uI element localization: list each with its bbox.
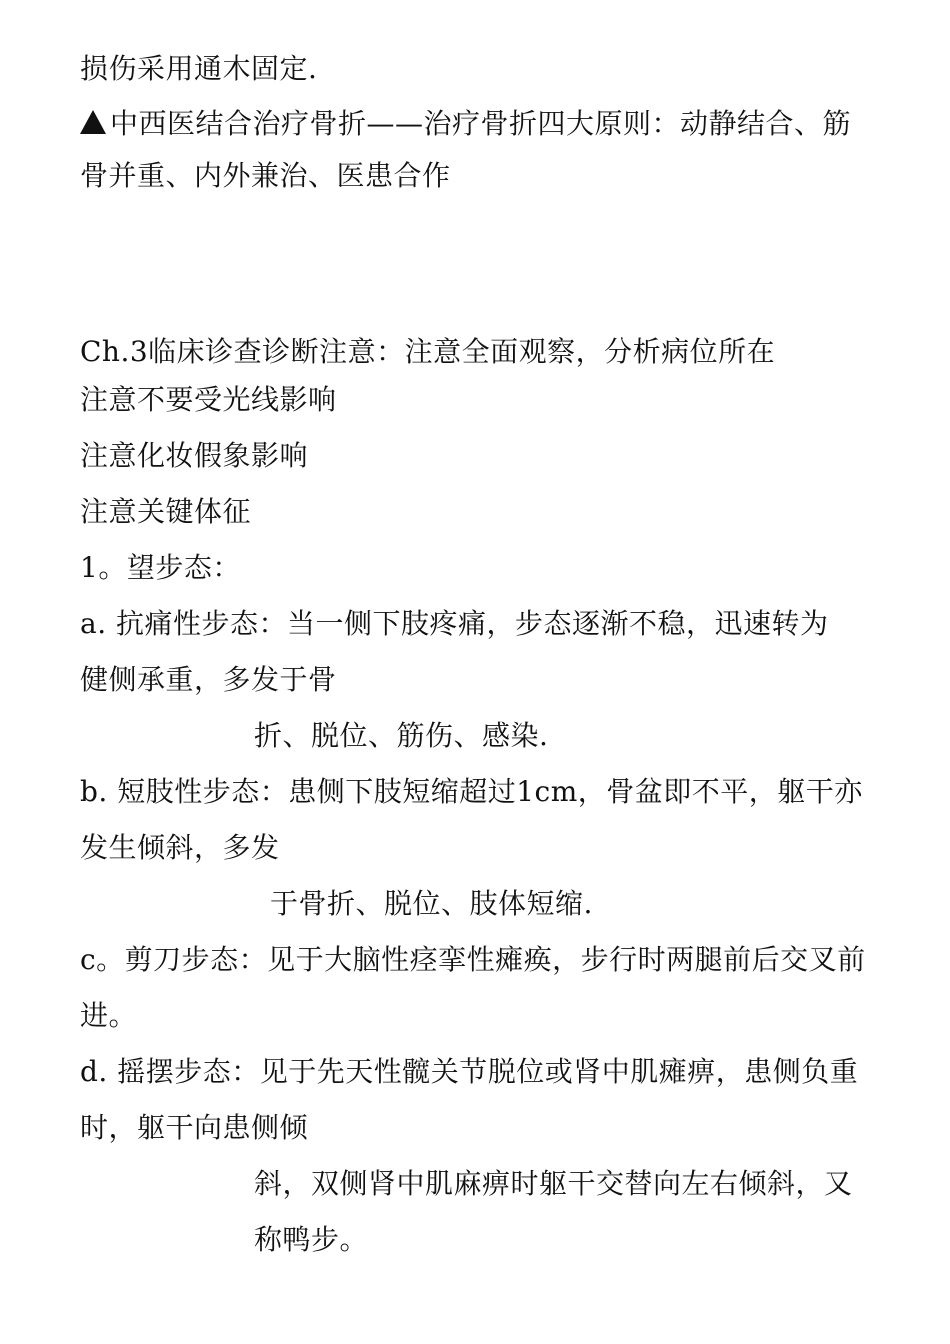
text-line-2-wrapper [80,108,851,140]
text-line-14: 于骨折、脱位、肢体短缩. [270,887,593,920]
text-line-13: 发生倾斜，多发 [80,831,280,864]
text-line-12: b. 短肢性步态：患侧下肢短缩超过1cm，骨盆即不平，躯干亦 [80,775,863,808]
text-line-16: 进。 [80,999,138,1032]
text-line-11: 折、脱位、筋伤、感染. [254,719,549,752]
text-line-1: 损伤采用通木固定. [80,52,318,85]
text-line-9: a. 抗痛性步态：当一侧下肢疼痛，步态逐渐不稳，迅速转为 [80,607,829,640]
text-line-3: 骨并重、内外兼治、医患合作 [80,159,451,192]
text-line-15: c。剪刀步态：见于大脑性痉挛性瘫痪，步行时两腿前后交叉前 [80,943,866,976]
text-line-7: 注意关键体征 [80,495,252,528]
text-line-8: 1。望步态： [80,551,241,584]
text-line-4: Ch.3临床诊查诊断注意：注意全面观察，分析病位所在 [80,335,776,368]
text-line-6: 注意化妆假象影响 [80,439,309,472]
text-line-20: 称鸭步。 [254,1223,369,1256]
text-line-18: 时，躯干向患侧倾 [80,1111,309,1144]
text-line-10: 健侧承重，多发于骨 [80,663,337,696]
text-line-2: 中西医结合治疗骨折——治疗骨折四大原则：动静结合、筋 [110,107,852,140]
filled-triangle-icon [80,110,106,134]
text-line-17: d. 摇摆步态：见于先天性髋关节脱位或肾中肌瘫痹，患侧负重 [80,1055,859,1088]
text-line-5: 注意不要受光线影响 [80,383,337,416]
text-line-19: 斜，双侧肾中肌麻痹时躯干交替向左右倾斜，又 [254,1167,853,1200]
